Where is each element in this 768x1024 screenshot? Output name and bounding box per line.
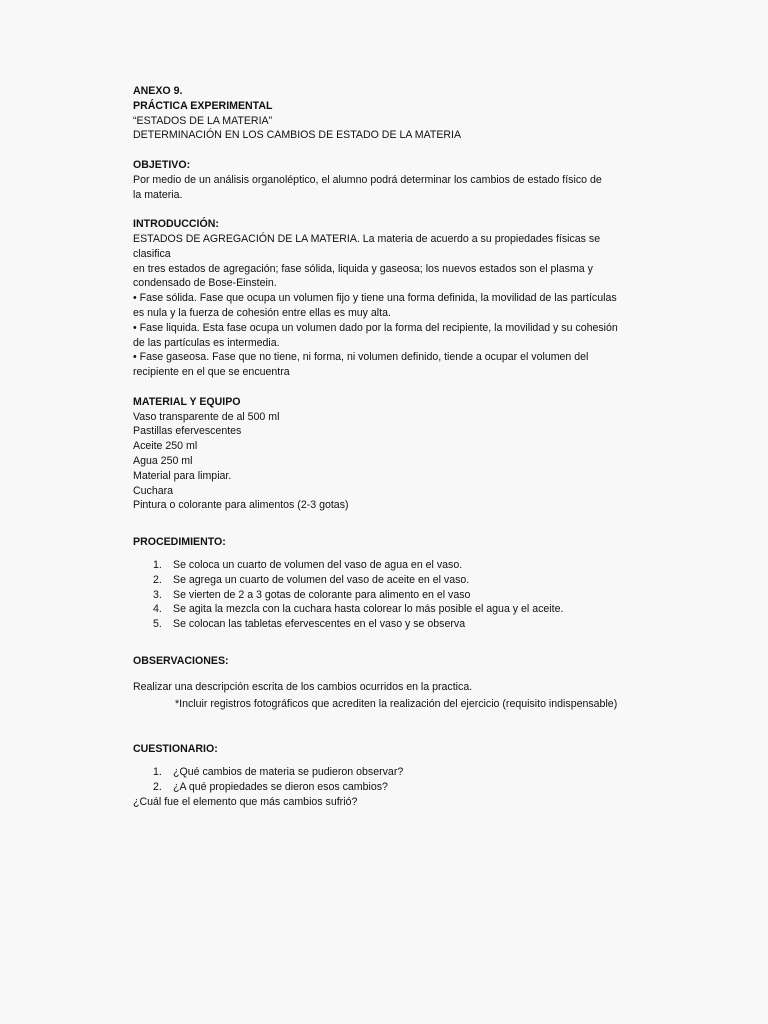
intro-line: de las partículas es intermedia.	[133, 336, 280, 349]
list-item: 1. Se coloca un cuarto de volumen del vaso de agua en el vaso.	[153, 558, 463, 571]
list-item: 2. Se agrega un cuarto de volumen del vaso de aceite en el vaso.	[153, 573, 470, 586]
material-item: Pastillas efervescentes	[133, 425, 242, 438]
practice-subtitle: “ESTADOS DE LA MATERIA”	[133, 114, 273, 127]
material-heading: MATERIAL Y EQUIPO	[133, 395, 241, 408]
intro-line: recipiente en el que se encuentra	[133, 366, 290, 379]
intro-line: ESTADOS DE AGREGACIÓN DE LA MATERIA. La materia de acuerdo a su propiedades físicas se clasifica	[133, 232, 601, 260]
list-item: 1. ¿Qué cambios de materia se pudieron observar?	[153, 766, 404, 779]
objetivo-line-1: Por medio de un análisis organoléptico, el alumno podrá determinar los cambios de estado físico de	[133, 173, 602, 186]
observaciones-text: Realizar una descripción escrita de los cambios ocurridos en la practica.	[133, 680, 473, 693]
procedimiento-list	[133, 558, 638, 632]
intro-line: es nula y la fuerza de cohesión entre ellas es muy alta.	[133, 306, 391, 319]
list-item: 4. Se agita la mezcla con la cuchara hasta colorear lo más posible el agua y el aceite.	[153, 603, 564, 616]
annex-label: ANEXO 9.	[133, 85, 183, 97]
objetivo-line-2: la materia.	[133, 188, 183, 201]
intro-line: • Fase gaseosa. Fase que no tiene, ni forma, ni volumen definido, tiende a ocupar el volumen del	[133, 351, 589, 364]
material-item: Agua 250 ml	[133, 454, 193, 467]
intro-line: • Fase sólida. Fase que ocupa un volumen fijo y tiene una forma definida, la movilidad de las partículas	[133, 292, 617, 305]
observaciones-heading: OBSERVACIONES:	[133, 654, 229, 667]
material-item: Cuchara	[133, 484, 174, 497]
list-item: 2. ¿A qué propiedades se dieron esos cambios?	[153, 780, 388, 793]
practice-title: PRÁCTICA EXPERIMENTAL	[133, 99, 273, 112]
document-body	[133, 84, 638, 809]
objetivo-heading: OBJETIVO:	[133, 158, 191, 171]
cuestionario-list	[133, 765, 638, 795]
observaciones-note: *Incluir registros fotográficos que acrediten la realización del ejercicio (requisito indispensable)	[175, 698, 618, 711]
intro-line: condensado de Bose-Einstein.	[133, 277, 277, 290]
intro-line: en tres estados de agregación; fase sólida, liquida y gaseosa; los nuevos estados son el plasma y	[133, 262, 593, 275]
cuestionario-extra: ¿Cuál fue el elemento que más cambios sufrió?	[133, 795, 358, 808]
material-item: Material para limpiar.	[133, 469, 232, 482]
material-item: Aceite 250 ml	[133, 440, 198, 453]
material-item: Pintura o colorante para alimentos (2-3 gotas)	[133, 499, 349, 512]
practice-topic: DETERMINACIÓN EN LOS CAMBIOS DE ESTADO DE LA MATERIA	[133, 129, 462, 142]
intro-line: • Fase liquida. Esta fase ocupa un volumen dado por la forma del recipiente, la movilidad y su cohesión	[133, 321, 618, 334]
introduccion-heading: INTRODUCCIÓN:	[133, 218, 219, 231]
cuestionario-heading: CUESTIONARIO:	[133, 743, 218, 756]
material-item: Vaso transparente de al 500 ml	[133, 410, 280, 423]
list-item: 3. Se vierten de 2 a 3 gotas de colorante para alimento en el vaso	[153, 588, 471, 601]
list-item: 5. Se colocan las tabletas efervescentes en el vaso y se observa	[153, 618, 466, 631]
procedimiento-heading: PROCEDIMIENTO:	[133, 536, 226, 549]
